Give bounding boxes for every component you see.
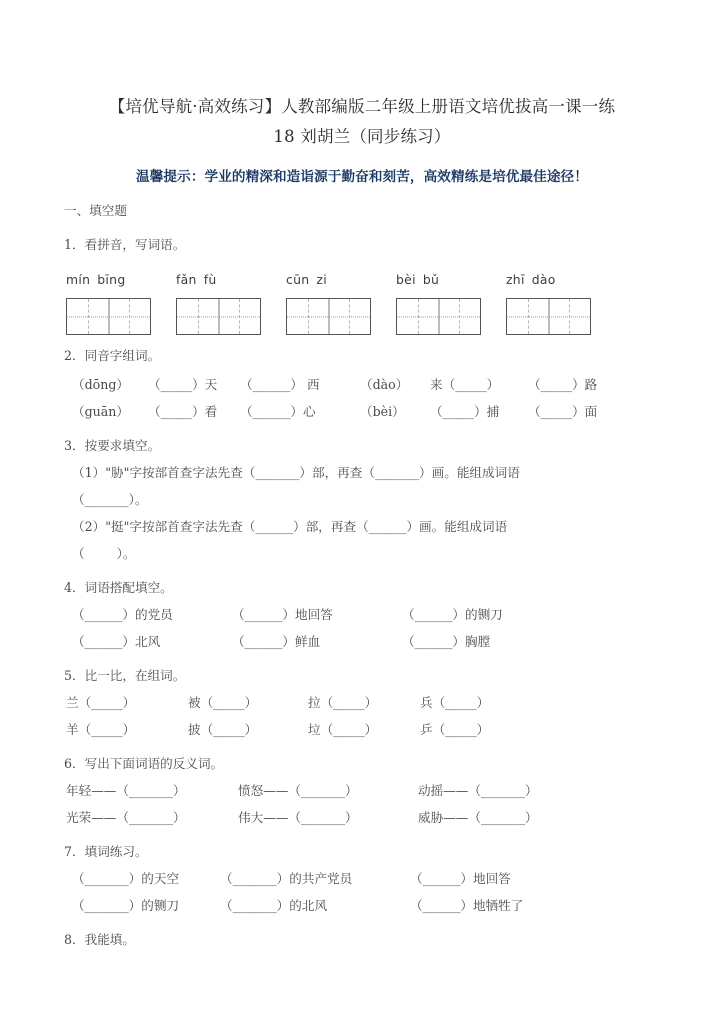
homophone-blank[interactable]: 来（_____） bbox=[430, 377, 500, 392]
antonym-blank[interactable]: 年轻——（_______） bbox=[66, 783, 186, 798]
question-3-line[interactable]: （ ）。 bbox=[72, 546, 136, 561]
lesson-subtitle: 18 刘胡兰（同步练习） bbox=[273, 127, 451, 146]
writing-grid-slot bbox=[66, 298, 176, 335]
question-5-row bbox=[64, 689, 660, 716]
tianzige-box[interactable] bbox=[396, 298, 481, 335]
tianzige-box[interactable] bbox=[66, 298, 151, 335]
antonym-blank[interactable]: 光荣——（_______） bbox=[66, 810, 186, 825]
collocation-blank[interactable]: （______）的铡刀 bbox=[402, 607, 503, 622]
compare-word-blank[interactable]: 披（_____） bbox=[188, 722, 258, 737]
antonym-blank[interactable]: 动摇——（_______） bbox=[418, 783, 538, 798]
homophone-pinyin: （dào） bbox=[360, 377, 409, 392]
pinyin-pair bbox=[506, 271, 616, 289]
pinyin-row bbox=[64, 271, 660, 289]
collocation-blank[interactable]: （______）地回答 bbox=[232, 607, 333, 622]
question-6-row bbox=[64, 777, 660, 804]
homophone-blank[interactable]: （_____）路 bbox=[528, 377, 598, 392]
question-4-heading: 4．词语搭配填空。 bbox=[64, 580, 173, 595]
question-4-row bbox=[64, 628, 660, 655]
question-5-heading: 5．比一比，在组词。 bbox=[64, 668, 186, 683]
tianzige-box[interactable] bbox=[286, 298, 371, 335]
writing-grid-slot bbox=[286, 298, 396, 335]
antonym-blank[interactable]: 伟大——（_______） bbox=[238, 810, 358, 825]
pinyin-syllable: fǎn bbox=[176, 272, 197, 287]
question-6-heading: 6．写出下面词语的反义词。 bbox=[64, 756, 224, 771]
homophone-pinyin: （bèi） bbox=[360, 404, 405, 419]
question-3-line[interactable]: （2）"挺"字按部首查字法先查（______）部，再查（______）画。能组成词语 bbox=[72, 519, 508, 534]
tianzige-box[interactable] bbox=[506, 298, 591, 335]
tip-notice: 温馨提示：学业的精深和造诣源于勤奋和刻苦，高效精练是培优最佳途径！ bbox=[136, 169, 588, 185]
fill-word-blank[interactable]: （______）地回答 bbox=[410, 871, 511, 886]
collocation-blank[interactable]: （______）鲜血 bbox=[232, 634, 321, 649]
question-5-row bbox=[64, 716, 660, 743]
fill-word-blank[interactable]: （_______）的铡刀 bbox=[72, 898, 180, 913]
pinyin-syllable: bǔ bbox=[422, 272, 440, 287]
question-7-row bbox=[64, 892, 660, 919]
compare-word-blank[interactable]: 被（_____） bbox=[188, 695, 258, 710]
fill-word-blank[interactable]: （______）地牺牲了 bbox=[410, 898, 524, 913]
writing-grid-slot bbox=[176, 298, 286, 335]
pinyin-pair bbox=[66, 271, 176, 289]
question-2-heading: 2．同音字组词。 bbox=[64, 348, 161, 363]
grid-guide-line bbox=[507, 316, 590, 317]
pinyin-syllable: cūn bbox=[286, 272, 310, 287]
pinyin-syllable: bèi bbox=[396, 272, 416, 287]
collocation-blank[interactable]: （______）北风 bbox=[72, 634, 161, 649]
antonym-blank[interactable]: 威胁——（_______） bbox=[418, 810, 538, 825]
homophone-pinyin: （guān） bbox=[72, 404, 129, 419]
question-3-line[interactable]: （_______）。 bbox=[72, 492, 148, 507]
pinyin-pair bbox=[176, 271, 286, 289]
compare-word-blank[interactable]: 垃（_____） bbox=[308, 722, 378, 737]
homophone-blank[interactable]: （______） 西 bbox=[240, 377, 320, 392]
question-7-heading: 7．填词练习。 bbox=[64, 844, 148, 859]
page-title: 【培优导航·高效练习】人教部编版二年级上册语文培优拔高一课一练 bbox=[108, 97, 616, 116]
question-3-heading: 3．按要求填空。 bbox=[64, 438, 161, 453]
question-8-heading: 8．我能填。 bbox=[64, 932, 135, 947]
grid-guide-line bbox=[177, 316, 260, 317]
homophone-pinyin: （dōng） bbox=[72, 377, 130, 392]
grid-guide-line bbox=[397, 316, 480, 317]
question-4-row bbox=[64, 601, 660, 628]
section-heading-fill-in-blanks: 一、填空题 bbox=[64, 203, 127, 218]
collocation-blank[interactable]: （______）的党员 bbox=[72, 607, 173, 622]
fill-word-blank[interactable]: （_______）的北风 bbox=[220, 898, 328, 913]
fill-word-blank[interactable]: （_______）的共产党员 bbox=[220, 871, 353, 886]
pinyin-syllable: fù bbox=[203, 272, 217, 287]
compare-word-blank[interactable]: 兰（_____） bbox=[66, 695, 136, 710]
question-3-line[interactable]: （1）"胁"字按部首查字法先查（_______）部，再查（_______）画。能组成词语 bbox=[72, 465, 520, 480]
fill-word-blank[interactable]: （_______）的天空 bbox=[72, 871, 180, 886]
question-2-row bbox=[64, 398, 660, 425]
collocation-blank[interactable]: （______）胸膛 bbox=[402, 634, 491, 649]
pinyin-syllable: zhī bbox=[506, 272, 525, 287]
homophone-blank[interactable]: （_____）看 bbox=[148, 404, 218, 419]
antonym-blank[interactable]: 愤怒——（_______） bbox=[238, 783, 358, 798]
question-2-row bbox=[64, 371, 660, 398]
compare-word-blank[interactable]: 兵（_____） bbox=[420, 695, 490, 710]
homophone-blank[interactable]: （______）心 bbox=[240, 404, 316, 419]
homophone-blank[interactable]: （_____）捕 bbox=[430, 404, 500, 419]
grid-guide-line bbox=[287, 316, 370, 317]
writing-grid-row bbox=[64, 298, 660, 335]
pinyin-pair bbox=[396, 271, 506, 289]
homophone-blank[interactable]: （_____）面 bbox=[528, 404, 598, 419]
tianzige-box[interactable] bbox=[176, 298, 261, 335]
pinyin-pair bbox=[286, 271, 396, 289]
compare-word-blank[interactable]: 乒（_____） bbox=[420, 722, 490, 737]
question-7-row bbox=[64, 865, 660, 892]
compare-word-blank[interactable]: 拉（_____） bbox=[308, 695, 378, 710]
homophone-blank[interactable]: （_____）天 bbox=[148, 377, 218, 392]
pinyin-syllable: zi bbox=[316, 272, 327, 287]
title-block bbox=[64, 0, 660, 188]
question-1-heading: 1．看拼音，写词语。 bbox=[64, 237, 186, 252]
grid-guide-line bbox=[67, 316, 150, 317]
compare-word-blank[interactable]: 羊（_____） bbox=[66, 722, 136, 737]
pinyin-syllable: dào bbox=[531, 272, 556, 287]
writing-grid-slot bbox=[506, 298, 616, 335]
pinyin-syllable: mín bbox=[66, 272, 91, 287]
pinyin-syllable: bīng bbox=[97, 272, 126, 287]
writing-grid-slot bbox=[396, 298, 506, 335]
question-6-row bbox=[64, 804, 660, 831]
